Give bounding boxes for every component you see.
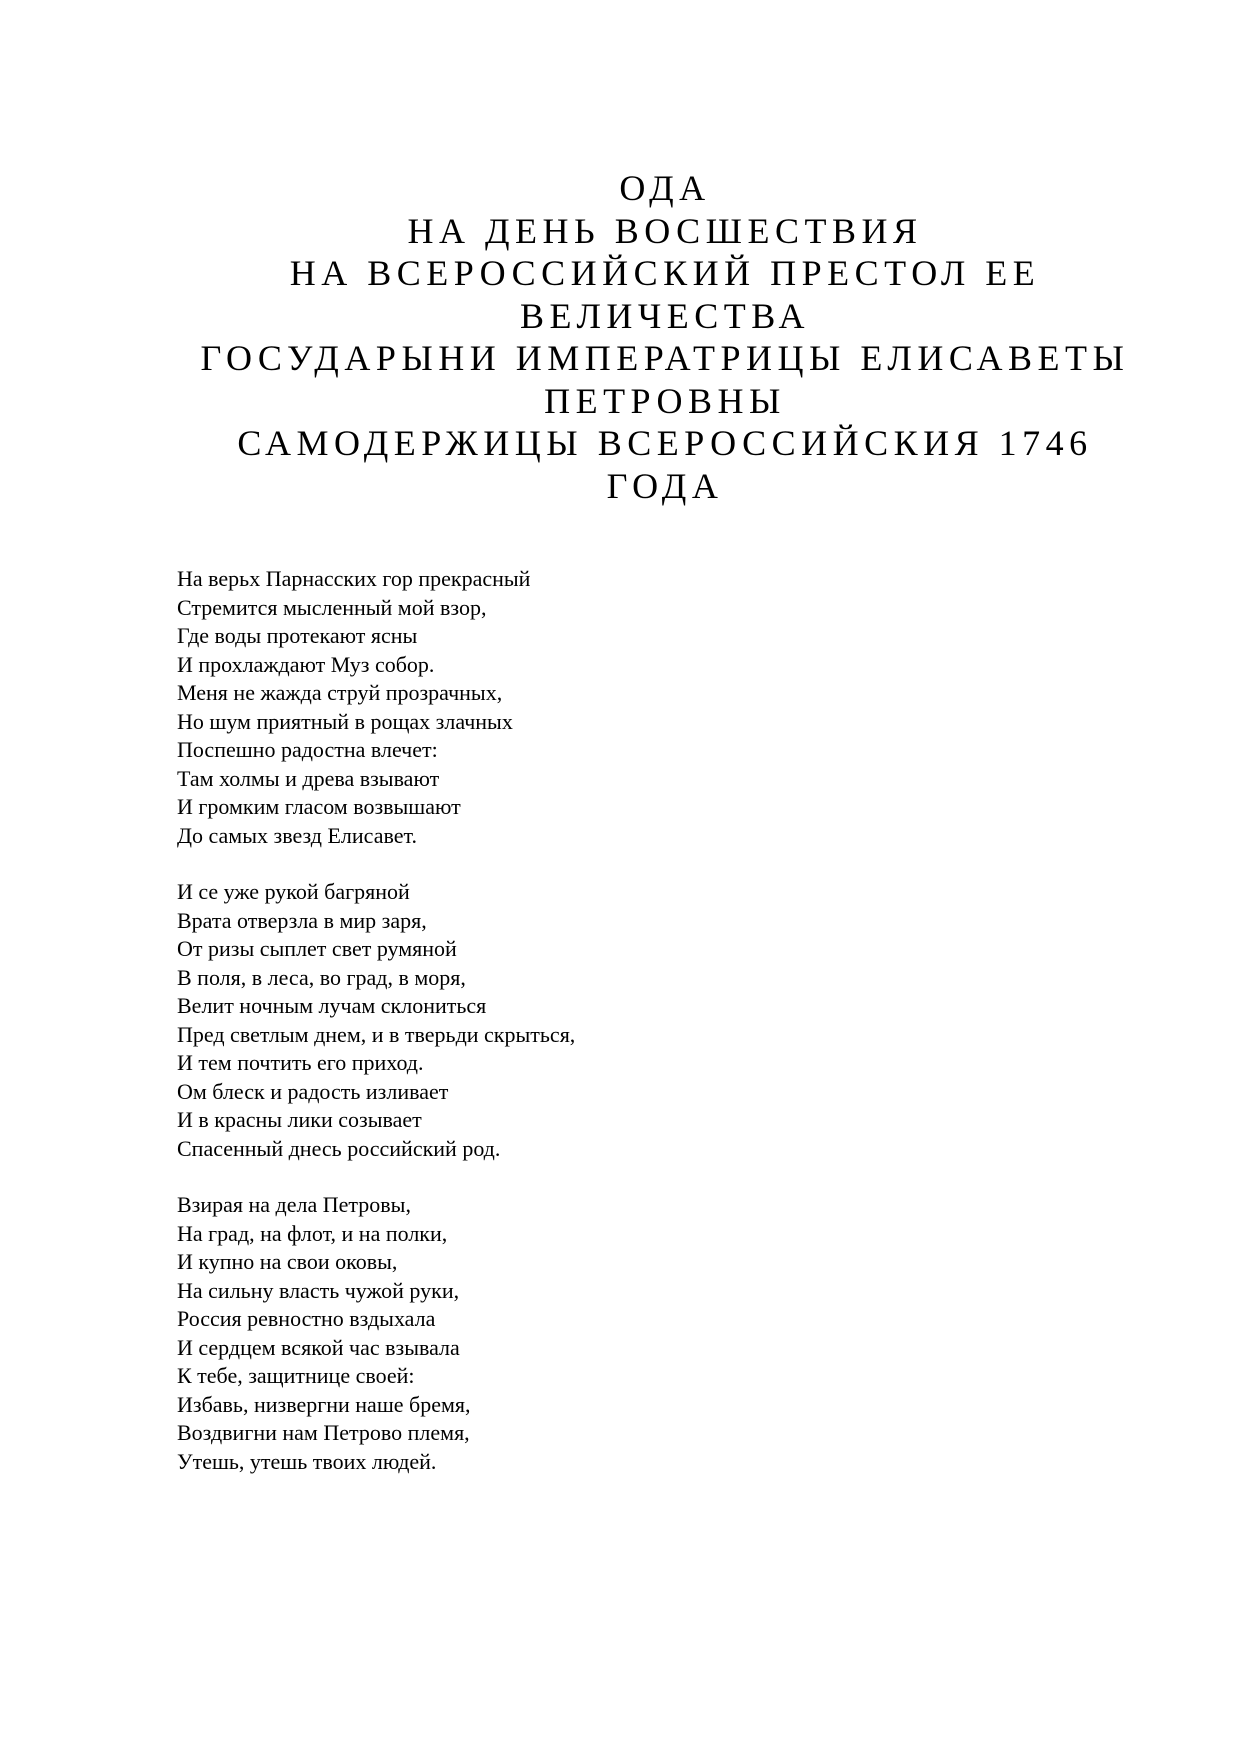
title-line: ВЕЛИЧЕСТВА	[519, 295, 811, 336]
verse-line: Там холмы и древа взывают	[177, 765, 440, 791]
verse-line: Меня не жажда струй прозрачных,	[177, 680, 503, 705]
title-line: ПЕТРОВНЫ	[544, 380, 786, 421]
verse-line: Спасенный днесь российский род.	[177, 1135, 501, 1161]
stanza-1	[177, 565, 1077, 850]
verse-line: И прохлаждают Муз собор.	[177, 651, 435, 677]
verse-line: И купно на свои оковы,	[177, 1249, 398, 1274]
title-line: ГОСУДАРЫНИ ИМПЕРАТРИЦЫ ЕЛИСАВЕТЫ	[200, 338, 1130, 378]
verse-line: К тебе, защитнице своей:	[177, 1363, 415, 1388]
verse-line: И тем почтить его приход.	[177, 1050, 424, 1075]
verse-line: От ризы сыплет свет румяной	[177, 936, 457, 961]
verse-line: Избавь, низвергни наше бремя,	[177, 1391, 471, 1417]
title-line: НА ВСЕРОССИЙСКИЙ ПРЕСТОЛ ЕЕ	[289, 253, 1041, 293]
verse-line: Пред светлым днем, и в тверьди скрыться,	[177, 1021, 576, 1047]
title-line: ОДА	[619, 168, 711, 208]
verse-line: Где воды протекают ясны	[177, 623, 418, 648]
verse-line: Врата отверзла в мир заря,	[177, 907, 427, 933]
verse-line: Стремится мысленный мой взор,	[177, 594, 487, 620]
verse-line: Ом блеск и радость изливает	[177, 1078, 449, 1104]
stanza-2	[177, 878, 1077, 1163]
verse-line: Взирая на дела Петровы,	[177, 1192, 411, 1217]
verse-line: И сердцем всякой час взывала	[177, 1334, 460, 1360]
verse-line: До самых звезд Елисавет.	[177, 822, 417, 848]
stanza-3	[177, 1191, 1077, 1476]
title-line: НА ДЕНЬ ВОСШЕСТВИЯ	[407, 210, 923, 251]
poem-body	[177, 565, 1077, 1504]
verse-line: Велит ночным лучам склониться	[177, 993, 487, 1018]
verse-line: И в красны лики созывает	[177, 1107, 422, 1132]
verse-line: И се уже рукой багряной	[177, 879, 410, 904]
verse-line: И громким гласом возвышают	[177, 794, 461, 819]
verse-line: Воздвигни нам Петрово племя,	[177, 1420, 470, 1445]
verse-line: В поля, в леса, во град, в моря,	[177, 964, 466, 990]
verse-line: На град, на флот, и на полки,	[177, 1220, 448, 1246]
title-line: ГОДА	[606, 465, 724, 506]
verse-line: Утешь, утешь твоих людей.	[177, 1448, 437, 1474]
verse-line: Россия ревностно вздыхала	[177, 1306, 436, 1331]
verse-line: Но шум приятный в рощах злачных	[177, 708, 513, 734]
verse-line: На верьх Парнасских гор прекрасный	[177, 566, 531, 591]
title-line: САМОДЕРЖИЦЫ ВСЕРОССИЙСКИЯ 1746	[237, 423, 1093, 463]
ode-title	[140, 167, 1190, 507]
verse-line: На сильну власть чужой руки,	[177, 1277, 460, 1303]
verse-line: Поспешно радостна влечет:	[177, 737, 438, 762]
